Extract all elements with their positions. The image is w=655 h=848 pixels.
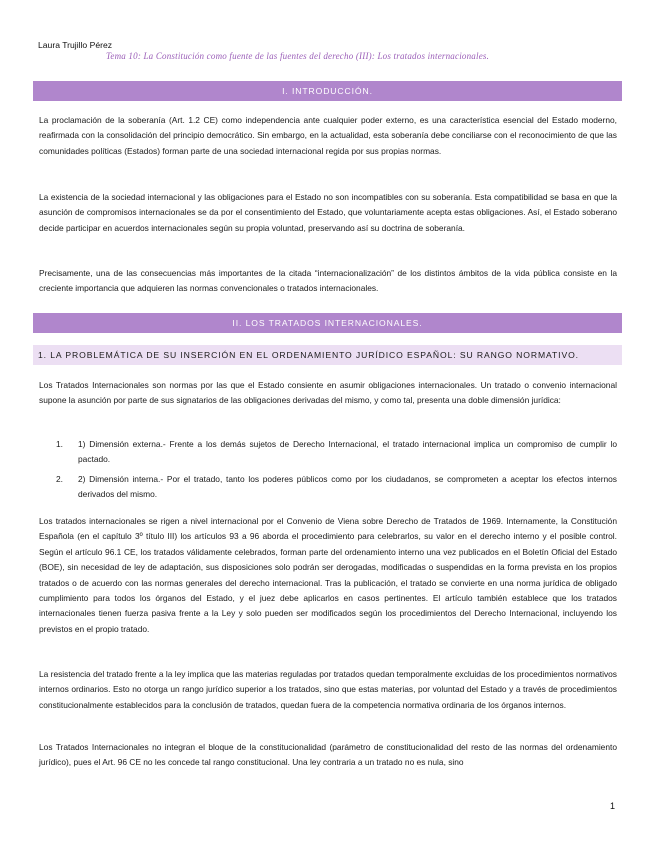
list-item-text: 1) Dimensión externa.- Frente a los demás sujetos de Derecho Internacional, el tratado internacional implica un compromiso de cumplir lo pactado. bbox=[78, 439, 617, 465]
author-name: Laura Trujillo Pérez bbox=[38, 40, 113, 50]
section-heading-tratados: II. LOS TRATADOS INTERNACIONALES. bbox=[33, 313, 622, 333]
subsection-heading-rango-normativo: 1. LA PROBLEMÁTICA DE SU INSERCIÓN EN EL ORDENAMIENTO JURÍDICO ESPAÑOL: SU RANGO NORMATIVO. bbox=[33, 345, 622, 365]
tratados-intro-paragraph: Los Tratados Internacionales son normas por las que el Estado consiente en asumir obligaciones internacionales. Un tratado o convenio internacional supone la asunción por parte de sus signatarios de las obligaciones derivadas del mismo, y como tal, presenta una doble dimensión jurídica: bbox=[39, 380, 617, 406]
section-heading-introduccion: I. INTRODUCCIÓN. bbox=[33, 81, 622, 101]
tratados-paragraph-3: Los Tratados Internacionales no integran el bloque de la constitucionalidad (parámetro de constitucionalidad del resto de las normas del ordenamiento jurídico), pues el Art. 96 CE no les concede tal rango constitucional. Una ley contraria a un tratado no es nula, sino bbox=[39, 742, 617, 768]
list-item bbox=[56, 437, 617, 468]
page-number: 1 bbox=[610, 801, 616, 811]
tratados-paragraph-2: La resistencia del tratado frente a la ley implica que las materias reguladas por tratados quedan temporalmente excluidas de los procedimientos normativos internos ordinarios. Esto no otorga un rango jurídico superior a los tratados, sino que estas materias, por voluntad del Estado y a través de procedimientos constitucionalmente establecidos para la conclusión de tratados, quedan fuera de la competencia normativa ordinaria de los órganos internos. bbox=[39, 669, 617, 710]
intro-paragraph-2: La existencia de la sociedad internacional y las obligaciones para el Estado no son incompatibles con su soberanía. Esta compatibilidad se basa en que la asunción de compromisos internacionales se da por el consentimiento del Estado, que voluntariamente acepta estas obligaciones. Así, el Estado soberano decide participar en acuerdos internacionales según su propia voluntad, preservando así su doctrina de soberanía. bbox=[39, 192, 617, 233]
list-item-number: 1. bbox=[56, 439, 63, 449]
intro-paragraph-3: Precisamente, una de las consecuencias más importantes de la citada “internacionalización” de los distintos ámbitos de la vida pública consiste en la creciente importancia que adquieren las normas convencionales o tratados internacionales. bbox=[39, 268, 617, 294]
list-item bbox=[56, 472, 617, 503]
document-title: Tema 10: La Constitución como fuente de las fuentes del derecho (III): Los tratados internacionales. bbox=[106, 51, 490, 61]
list-item-number: 2. bbox=[56, 473, 63, 484]
list-item-text: 2) Dimensión interna.- Por el tratado, tanto los poderes públicos como por los ciudadanos, se comprometen a aceptar los efectos internos derivados del mismo. bbox=[78, 473, 617, 500]
dimension-list bbox=[56, 437, 617, 507]
intro-paragraph-1: La proclamación de la soberanía (Art. 1.2 CE) como independencia ante cualquier poder externo, es una característica esencial del Estado moderno, reafirmada con la consolidación del principio democrático. Sin embargo, en la actualidad, esta soberanía debe conciliarse con el reconocimiento de que las comunidades políticas (Estados) forman parte de una sociedad internacional regida por sus propias normas. bbox=[39, 115, 617, 156]
tratados-paragraph-1: Los tratados internacionales se rigen a nivel internacional por el Convenio de Viena sobre Derecho de Tratados de 1969. Internamente, la Constitución Española (en el capítulo 3º título III) los artículos 93 a 96 aborda el procedimiento para celebrarlos, su valor en el derecho interno y el posible control. Según el artículo 96.1 CE, los tratados válidamente celebrados, forman parte del ordenamiento interno una vez publicados en el Boletín Oficial del Estado (BOE), sin necesidad de ley de adaptación, sus disposiciones solo podrán ser derogadas, modificadas o suspendidas en la forma prevista en los propios tratados o de acuerdo con las normas generales del derecho internacional. Tras la publicación, el tratado se convierte en una norma jurídica de obligado cumplimiento para todos los órganos del Estado, y el juez debe aplicarlos en casos pertinentes. El artículo también establece que los tratados internacionales tienen fuerza pasiva frente a la Ley y solo pueden ser modificados según los procedimientos del Derecho Internacional, incluyendo los previstos en el propio tratado. bbox=[39, 516, 617, 634]
